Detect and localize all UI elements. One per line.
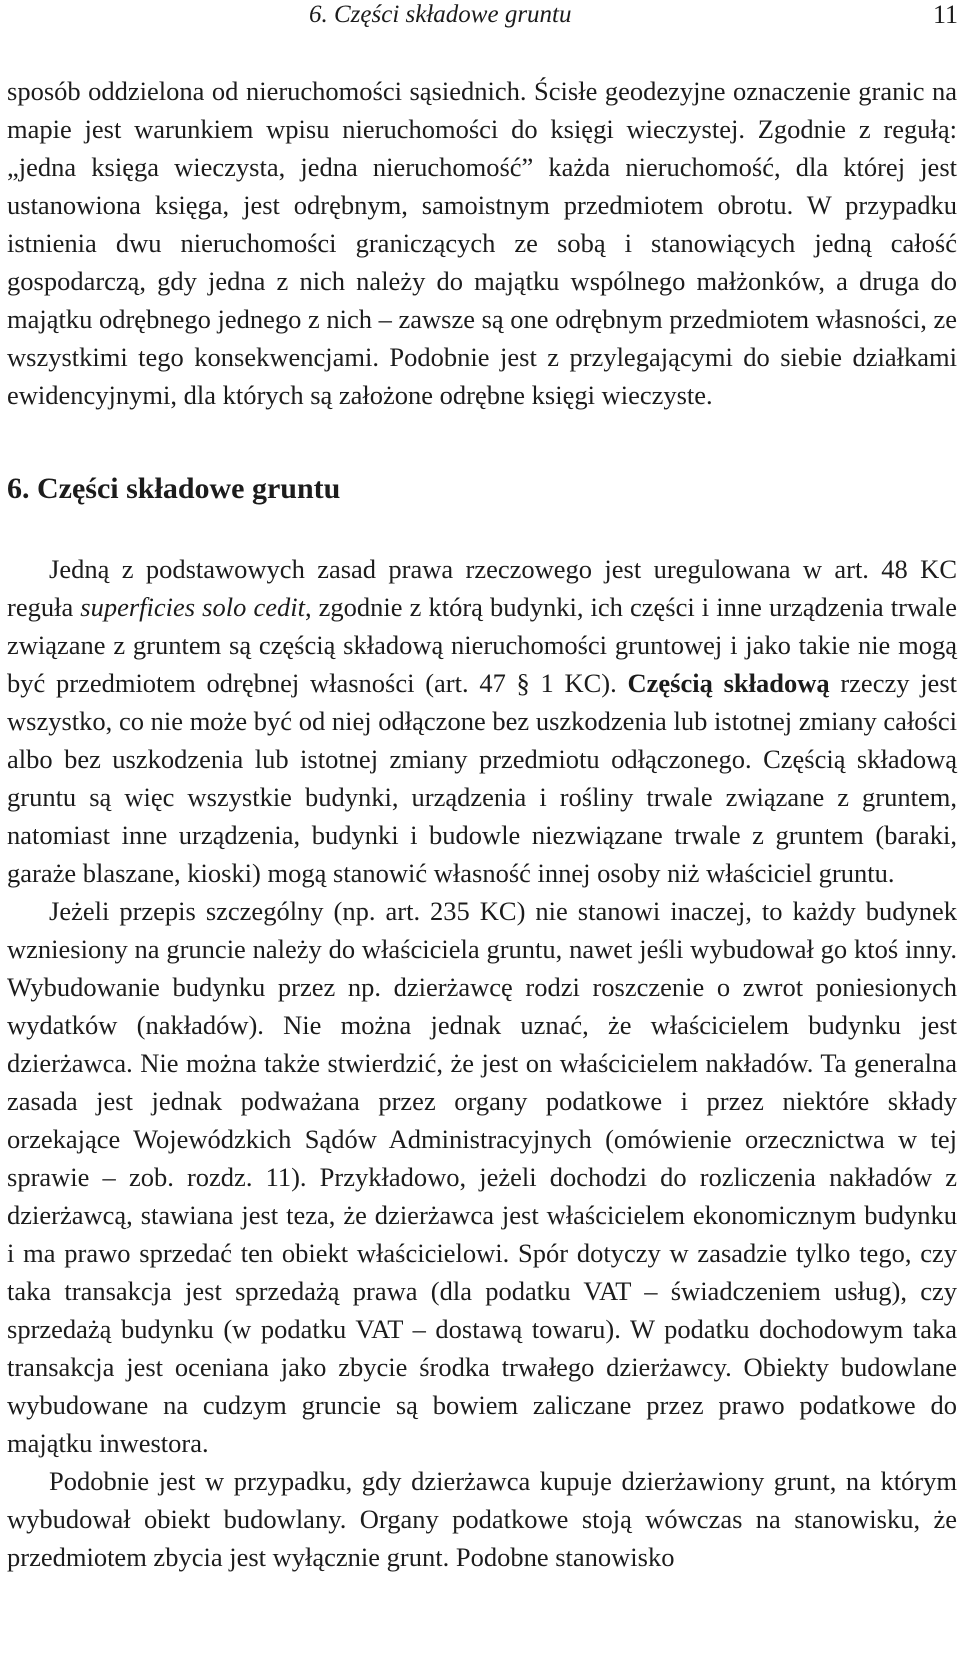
latin-phrase: superficies solo cedit: [80, 592, 305, 622]
paragraph-superficies: [7, 550, 957, 892]
paragraph-lessee-purchase: Podobnie jest w przypadku, gdy dzierżawca kupuje dzierżawiony grunt, na którym wybudował obiekt budowlany. Organy podatkowe stoją wówczas na stanowisku, że przedmiotem zbycia jest wyłącznie grunt. Podobne stanowisko: [7, 1466, 957, 1572]
section-heading: 6. Części składowe gruntu: [7, 472, 341, 505]
paragraph-special-provision: Jeżeli przepis szczególny (np. art. 235 KC) nie stanowi inaczej, to każdy budynek wzniesiony na gruncie należy do właściciela gruntu, nawet jeśli wybudował go ktoś inny. Wybudowanie budynku przez np. dzierżawcę rodzi roszczenie o zwrot poniesionych wydatków (nakładów). Nie można jednak uznać, że właścicielem budynku jest dzierżawca. Nie można także stwierdzić, że jest on właścicielem nakładów. Ta generalna zasada jest jednak podważana przez organy podatkowe i przez niektóre składy orzekające Wojewódzkich Sądów Administracyjnych (omówienie orzecznictwa w tej sprawie – zob. rozdz. 11). Przykładowo, jeżeli dochodzi do rozliczenia nakładów z dzierżawcą, stawiana jest teza, że dzierżawca jest właścicielem ekonomicznym budynku i ma prawo sprzedać ten obiekt właścicielowi. Spór dotyczy w zasadzie tylko tego, czy taka transakcja jest sprzedażą prawa (dla podatku VAT – świadczeniem usług), czy sprzedażą budynku (w podatku VAT – dostawą towaru). W podatku dochodowym taka transakcja jest oceniana jako zbycie środka trwałego dzierżawcy. Obiekty budowlane wybudowane na cudzym gruncie są bowiem zaliczane przez prawo podatkowe do majątku inwestora.: [7, 896, 957, 1458]
running-header: [0, 0, 960, 40]
page-number: 11: [932, 0, 958, 29]
body-text: [7, 72, 957, 1576]
paragraph-text: , zgodnie z którą budynki, ich części i inne urządzenia trwale związane z gruntem są częścią składową nieruchomości gruntowej i jako takie nie mogą być przedmiotem odrębnej własności (art. 47 § 1 KC).: [7, 592, 957, 698]
paragraph-continuation: sposób oddzielona od nieruchomości sąsiednich. Ścisłe geodezyjne oznaczenie granic na mapie jest warunkiem wpisu nieruchomości do księgi wieczystej. Zgodnie z regułą: „jedna księga wieczysta, jedna nieruchomość” każda nieruchomość, dla której jest ustanowiona księga, jest odrębnym, samoistnym przedmiotem obrotu. W przypadku istnienia dwu nieruchomości graniczących ze sobą i stanowiących jedną całość gospodarczą, gdy jedna z nich należy do majątku wspólnego małżonków, a druga do majątku odrębnego jednego z nich – zawsze są one odrębnym przedmiotem własności, ze wszystkimi tego konsekwencjami. Podobnie jest z przylegającymi do siebie działkami ewidencyjnymi, dla których są założone odrębne księgi wieczyste.: [7, 76, 957, 410]
paragraph-text: Jedną z podstawowych zasad prawa rzeczowego jest uregulowana w art. 48 KC reguła: [7, 554, 957, 622]
defined-term: Częścią składową: [627, 668, 830, 698]
paragraph-text: rzeczy jest wszystko, co nie może być od niej odłączone bez uszkodzenia lub istotnej zmiany całości albo bez uszkodzenia lub istotnej zmiany przedmiotu odłączonego. Częścią składową gruntu są więc wszystkie budynki, urządzenia i rośliny trwale związane z gruntem, natomiast inne urządzenia, budynki i budowle niezwiązane trwale z gruntem (baraki, garaże blaszane, kioski) mogą stanowić własność innej osoby niż właściciel gruntu.: [7, 668, 957, 888]
running-header-title: 6. Części składowe gruntu: [309, 1, 572, 28]
